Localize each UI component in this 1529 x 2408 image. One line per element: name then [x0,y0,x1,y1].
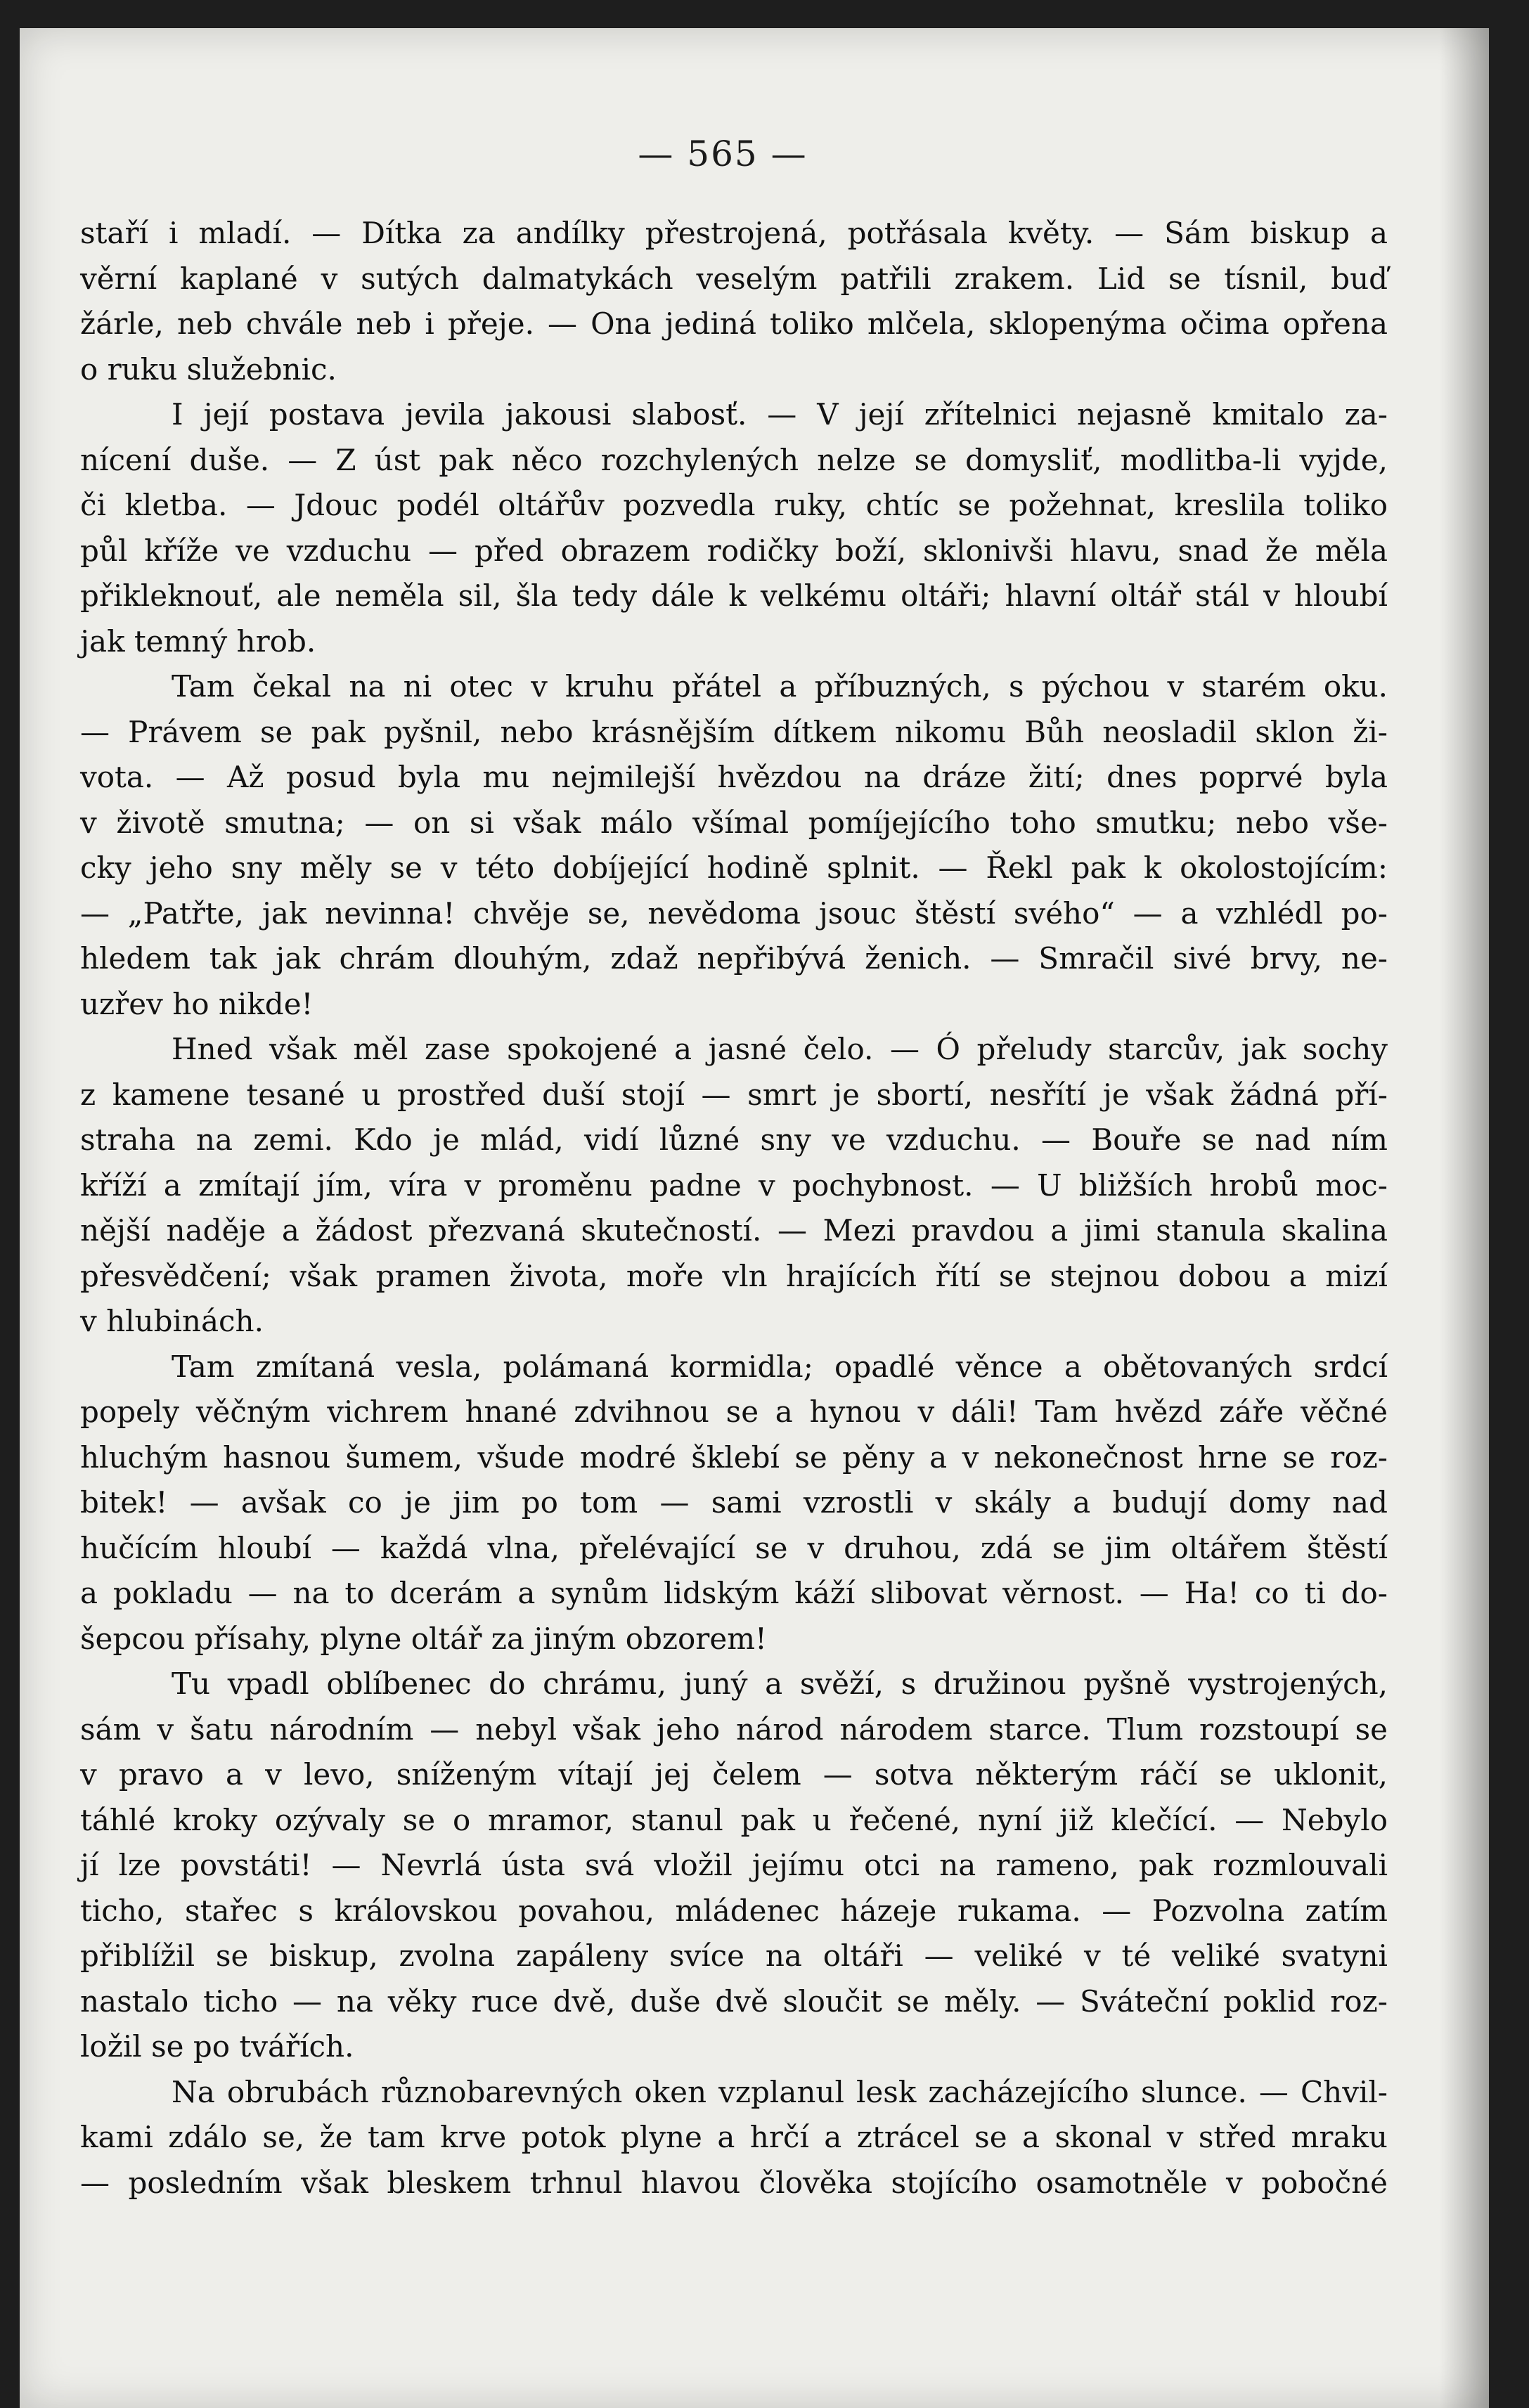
text-line: Tu vpadl oblíbenec do chrámu, juný a svěží, s družinou pyšně vystrojených, [172,1666,1388,1701]
text-line: či kletba. — Jdouc podél oltářův pozvedla ruky, chtíc se požehnat, kreslila toliko [80,488,1388,522]
text-line: jak temný hrob. [80,623,316,659]
text-line: půl kříže ve vzduchu — před obrazem rodičky boží, sklonivši hlavu, snad že měla [80,533,1388,568]
text-line: šepcou přísahy, plyne oltář za jiným obzorem! [80,1621,767,1656]
text-line: přiblížil se biskup, zvolna zapáleny svíce na oltáři — veliké v té veliké svatyni [80,1938,1388,1973]
text-line: přesvědčení; však pramen života, moře vln hrajících řítí se stejnou dobou a mizí [80,1258,1388,1293]
text-line: přikleknouť, ale neměla sil, šla tedy dále k velkému oltáři; hlavní oltář stál v hloubí [80,578,1388,613]
text-line: nícení duše. — Z úst pak něco rozchylených nelze se domysliť, modlitba-li vyjde, [80,442,1388,477]
text-line: nější naděje a žádost přezvaná skutečností. — Mezi pravdou a jimi stanula skalina [80,1213,1388,1248]
text-line: sám v šatu národním — nebyl však jeho národ národem starce. Tlum rozstoupí se [80,1711,1388,1747]
page-edge-shadow [1440,28,1489,2408]
text-line: Tam čekal na ni otec v kruhu přátel a příbuzných, s pýchou v starém oku. [172,669,1388,704]
text-line: popely věčným vichrem hnané zdvihnou se a hynou v dáli! Tam hvězd záře věčné [80,1394,1388,1429]
text-line: v pravo a v levo, sníženým vítají jej čelem — sotva některým ráčí se uklonit, [80,1757,1388,1792]
text-line: Hned však měl zase spokojené a jasné čelo. — Ó přeludy starcův, jak sochy [172,1032,1388,1066]
text-line: o ruku služebnic. [80,351,337,387]
text-line: z kamene tesané u prostřed duší stojí — smrt je sbortí, nesřítí je však žádná pří- [80,1077,1388,1112]
text-line: straha na zemi. Kdo je mlád, vidí lůzné sny ve vzduchu. — Bouře se nad ním [80,1122,1388,1157]
text-line: I její postava jevila jakousi slabosť. — V její zřítelnici nejasně kmitalo za- [172,397,1388,432]
text-line: v životě smutna; — on si však málo všímal pomíjejícího toho smutku; nebo vše- [80,805,1388,840]
text-line: kříží a zmítají jím, víra v proměnu padne v pochybnost. — U bližších hrobů moc- [80,1167,1388,1203]
text-line: staří i mladí. — Dítka za andílky přestrojená, potřásala květy. — Sám biskup a [80,216,1388,250]
text-line: bitek! — avšak co je jim po tom — sami vzrostli v skály a budují domy nad [80,1485,1388,1520]
page-number: — 565 — [638,134,808,174]
text-line: — „Patřte, jak nevinna! chvěje se, nevědoma jsouc štěstí svého“ — a vzhlédl po- [80,895,1388,931]
text-line: kami zdálo se, že tam krve potok plyne a hrčí a ztrácel se a skonal v střed mraku [80,2120,1388,2154]
text-line: hledem tak jak chrám dlouhým, zdaž nepřibývá ženich. — Smračil sivé brvy, ne- [80,941,1388,976]
text-line: ložil se po tvářích. [80,2029,354,2064]
text-line: — Právem se pak pyšnil, nebo krásnějším dítkem nikomu Bůh neosladil sklon ži- [80,714,1388,749]
text-line: a pokladu — na to dcerám a synům lidským káží slibovat věrnost. — Ha! co ti do- [80,1576,1388,1610]
text-line: vota. — Až posud byla mu nejmilejší hvězdou na dráze žití; dnes poprvé byla [80,760,1388,794]
text-line: nastalo ticho — na věky ruce dvě, duše dvě sloučit se měly. — Sváteční poklid roz- [80,1983,1388,2019]
text-line: věrní kaplané v sutých dalmatykách veselým patřili zrakem. Lid se tísnil, buď [80,261,1388,296]
text-line: v hlubinách. [80,1304,264,1338]
text-line: táhlé kroky ozývaly se o mramor, stanul pak u řečené, nyní již klečící. — Nebylo [80,1802,1388,1837]
text-line: — posledním však bleskem trhnul hlavou člověka stojícího osamotněle v pobočné [80,2165,1388,2200]
book-page [20,28,1489,2408]
text-line: jí lze povstáti! — Nevrlá ústa svá vložil jejímu otci na rameno, pak rozmlouvali [80,1848,1388,1882]
text-line: hučícím hloubí — každá vlna, přelévající se v druhou, zdá se jim oltářem štěstí [80,1530,1388,1565]
text-line: Tam zmítaná vesla, polámaná kormidla; opadlé věnce a obětovaných srdcí [172,1349,1388,1384]
text-line: Na obrubách různobarevných oken vzplanul lesk zacházejícího slunce. — Chvil- [172,2074,1388,2109]
body-text [80,211,1388,2206]
text-line: cky jeho sny měly se v této dobíjející hodině splnit. — Řekl pak k okolostojícím: [80,850,1388,885]
text-line: žárle, neb chvále neb i přeje. — Ona jediná toliko mlčela, sklopenýma očima opřena [80,306,1388,341]
text-line: ticho, stařec s královskou povahou, mládenec házeje rukama. — Pozvolna zatím [80,1893,1388,1928]
text-line: uzřev ho nikde! [80,986,314,1021]
text-line: hluchým hasnou šumem, všude modré šklebí se pěny a v nekonečnost hrne se roz- [80,1439,1388,1475]
